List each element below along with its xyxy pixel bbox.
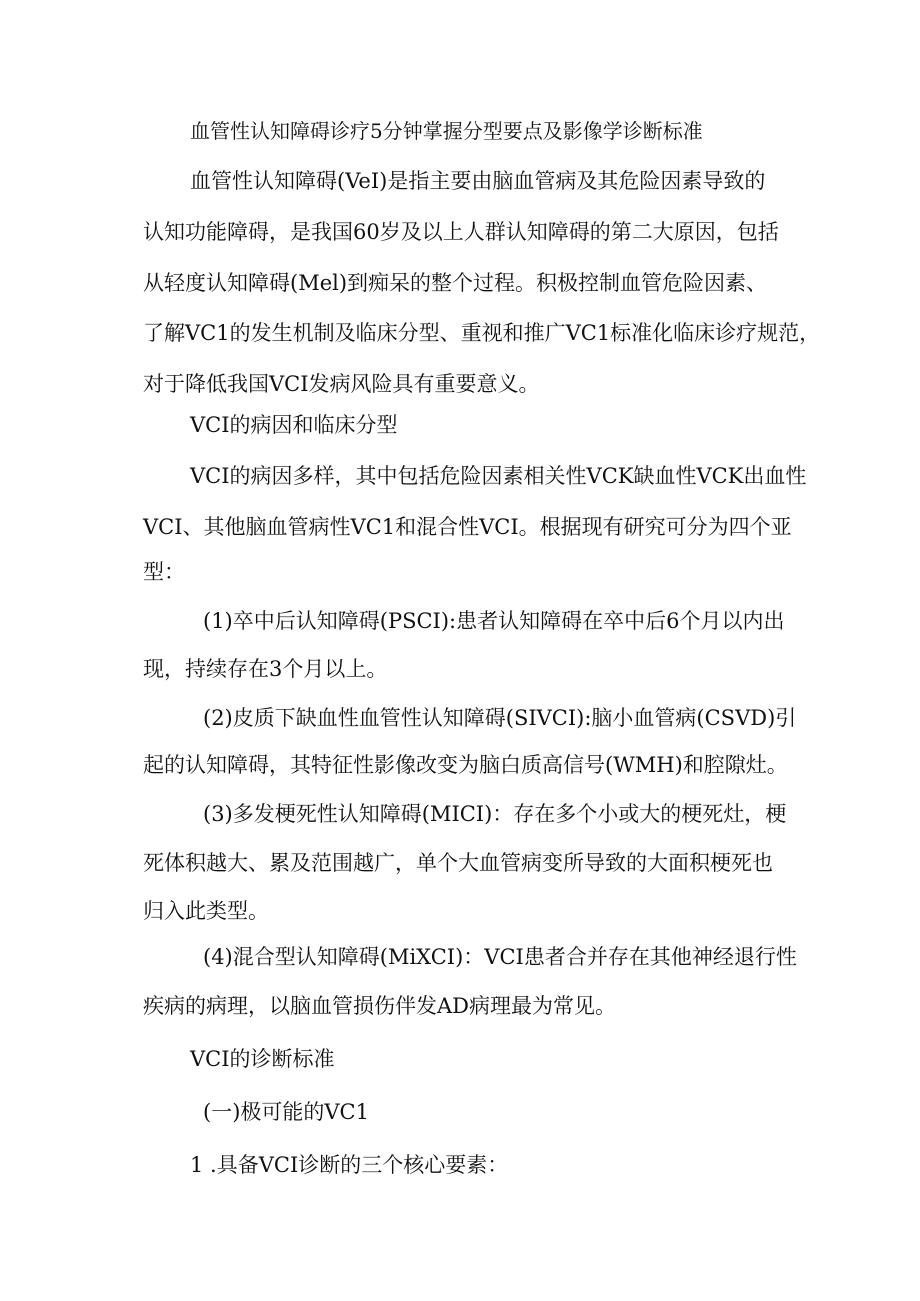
subtype-item-line: 起的认知障碍，其特征性影像改变为脑白质高信号(WMH)和腔隙灶。 (143, 753, 788, 777)
subtype-item-line: (2)皮质下缺血性血管性认知障碍(SIVCI):脑小血管病(CSVD)引 (203, 706, 797, 730)
subtype-item-line: (1)卒中后认知障碍(PSCI):患者认知障碍在卒中后6个月以内出 (203, 609, 785, 633)
subtype-item-line: 疾病的病理，以脑血管损伤伴发AD病理最为常见。 (143, 994, 617, 1018)
subtype-item-line: (4)混合型认知障碍(MiXCI)：VCI患者合并存在其他神经退行性 (203, 945, 797, 969)
intro-line: 从轻度认知障碍(Mel)到痴呆的整个过程。积极控制血管危险因素、 (143, 271, 768, 295)
etiology-line: VCI的病因多样，其中包括危险因素相关性VCK缺血性VCK出血性 (190, 464, 807, 488)
subtype-item-line: 归入此类型。 (143, 899, 269, 923)
etiology-line: 型： (143, 560, 185, 584)
document-title: 血管性认知障碍诊疗5分钟掌握分型要点及影像学诊断标准 (190, 119, 703, 143)
subtype-item-line: 死体积越大、累及范围越广，单个大血管病变所导致的大面积梗死也 (143, 851, 773, 875)
subtype-item-line: 现，持续存在3个月以上。 (143, 657, 388, 681)
intro-line: 对于降低我国VCI发病风险具有重要意义。 (143, 372, 540, 396)
section-heading-etiology: VCI的病因和临床分型 (190, 413, 398, 437)
diagnosis-item: 1 .具备VCI诊断的三个核心要素： (190, 1153, 509, 1177)
section-heading-diagnosis: VCI的诊断标准 (190, 1047, 335, 1071)
subtype-item-line: (3)多发梗死性认知障碍(MICI)：存在多个小或大的梗死灶，梗 (203, 802, 787, 826)
sub-heading-probable-vci: (一)极可能的VC1 (203, 1100, 369, 1124)
etiology-line: VCI、其他脑血管病性VC1和混合性VCI。根据现有研究可分为四个亚 (143, 515, 792, 539)
intro-line: 血管性认知障碍(VeI)是指主要由脑血管病及其危险因素导致的 (190, 169, 766, 193)
intro-line: 了解VC1的发生机制及临床分型、重视和推广VC1标准化临床诊疗规范， (143, 321, 821, 345)
intro-line: 认知功能障碍，是我国60岁及以上人群认知障碍的第二大原因，包括 (143, 220, 779, 244)
